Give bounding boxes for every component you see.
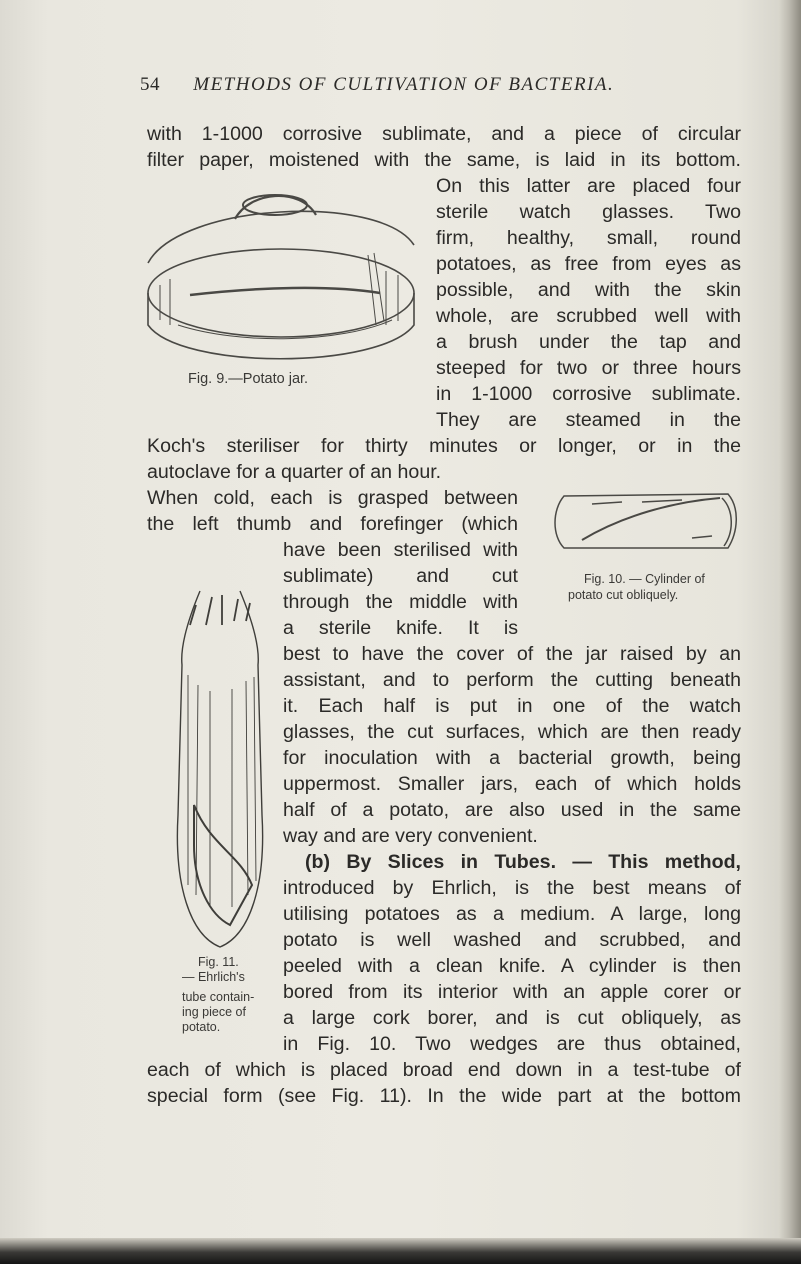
body-line: in 1-1000 corrosive sublimate.: [436, 383, 741, 405]
figure-9-caption: Fig. 9.—Potato jar.: [188, 371, 309, 387]
body-line: firm, healthy, small, round: [436, 227, 741, 249]
figure-9-potato-jar: [140, 175, 420, 375]
body-line: have been sterilised with: [283, 539, 518, 561]
body-line: glasses, the cut surfaces, which are then ready: [283, 721, 741, 743]
body-line: filter paper, moistened with the same, is laid in its bottom.: [147, 149, 741, 171]
figure-11-ehrlich-tube: [160, 585, 280, 955]
body-line: uppermost. Smaller jars, each of which holds: [283, 773, 741, 795]
figure-11-caption-line-4: ing piece of: [182, 1005, 246, 1019]
body-line: best to have the cover of the jar raised by an: [283, 643, 741, 665]
figure-11-caption-line-1: Fig. 11.: [198, 955, 239, 969]
body-line: sublimate) and cut: [283, 565, 518, 587]
body-line: possible, and with the skin: [436, 279, 741, 301]
body-line: for inoculation with a bacterial growth, being: [283, 747, 741, 769]
body-line: On this latter are placed four: [436, 175, 741, 197]
figure-10-caption-line-2: potato cut obliquely.: [568, 588, 679, 602]
body-line: peeled with a clean knife. A cylinder is then: [283, 955, 741, 977]
body-line: a sterile knife. It is: [283, 617, 518, 639]
body-line: sterile watch glasses. Two: [436, 201, 741, 223]
body-line: through the middle with: [283, 591, 518, 613]
body-line: utilising potatoes as a medium. A large, long: [283, 903, 741, 925]
figure-10-caption-line-1: Fig. 10. — Cylinder of: [584, 572, 705, 586]
body-line: a large cork borer, and is cut obliquely, as: [283, 1007, 741, 1029]
running-title: METHODS OF CULTIVATION OF BACTERIA.: [193, 74, 615, 95]
body-line: introduced by Ehrlich, is the best means of: [283, 877, 741, 899]
figure-10-potato-cylinder: [552, 488, 740, 558]
body-line: in Fig. 10. Two wedges are thus obtained,: [283, 1033, 741, 1055]
body-line: Koch's steriliser for thirty minutes or longer, or in the: [147, 435, 741, 457]
section-heading-line: (b) By Slices in Tubes. — This method,: [305, 851, 741, 873]
body-line: bored from its interior with an apple corer or: [283, 981, 741, 1003]
running-header: [140, 74, 614, 104]
figure-11-caption-line-2: — Ehrlich's: [182, 970, 245, 984]
body-line: When cold, each is grasped between: [147, 487, 518, 509]
body-line: way and are very convenient.: [283, 825, 538, 847]
body-line: potato is well washed and scrubbed, and: [283, 929, 741, 951]
page-number: 54: [140, 74, 160, 95]
body-line: with 1-1000 corrosive sublimate, and a piece of circular: [147, 123, 741, 145]
body-line: assistant, and to perform the cutting beneath: [283, 669, 741, 691]
body-line: the left thumb and forefinger (which: [147, 513, 518, 535]
body-line: each of which is placed broad end down in a test-tube of: [147, 1059, 741, 1081]
page-bottom-edge: [0, 1238, 801, 1264]
body-line: special form (see Fig. 11). In the wide part at the bottom: [147, 1085, 741, 1107]
body-line: steeped for two or three hours: [436, 357, 741, 379]
book-spine-edge: [779, 0, 801, 1264]
body-line: They are steamed in the: [436, 409, 741, 431]
body-line: autoclave for a quarter of an hour.: [147, 461, 442, 483]
body-line: whole, are scrubbed well with: [436, 305, 741, 327]
body-line: half of a potato, are also used in the same: [283, 799, 741, 821]
body-line: potatoes, as free from eyes as: [436, 253, 741, 275]
body-line: a brush under the tap and: [436, 331, 741, 353]
figure-11-caption-line-5: potato.: [182, 1020, 221, 1034]
body-line: it. Each half is put in one of the watch: [283, 695, 741, 717]
figure-11-caption-line-3: tube contain-: [182, 990, 255, 1004]
